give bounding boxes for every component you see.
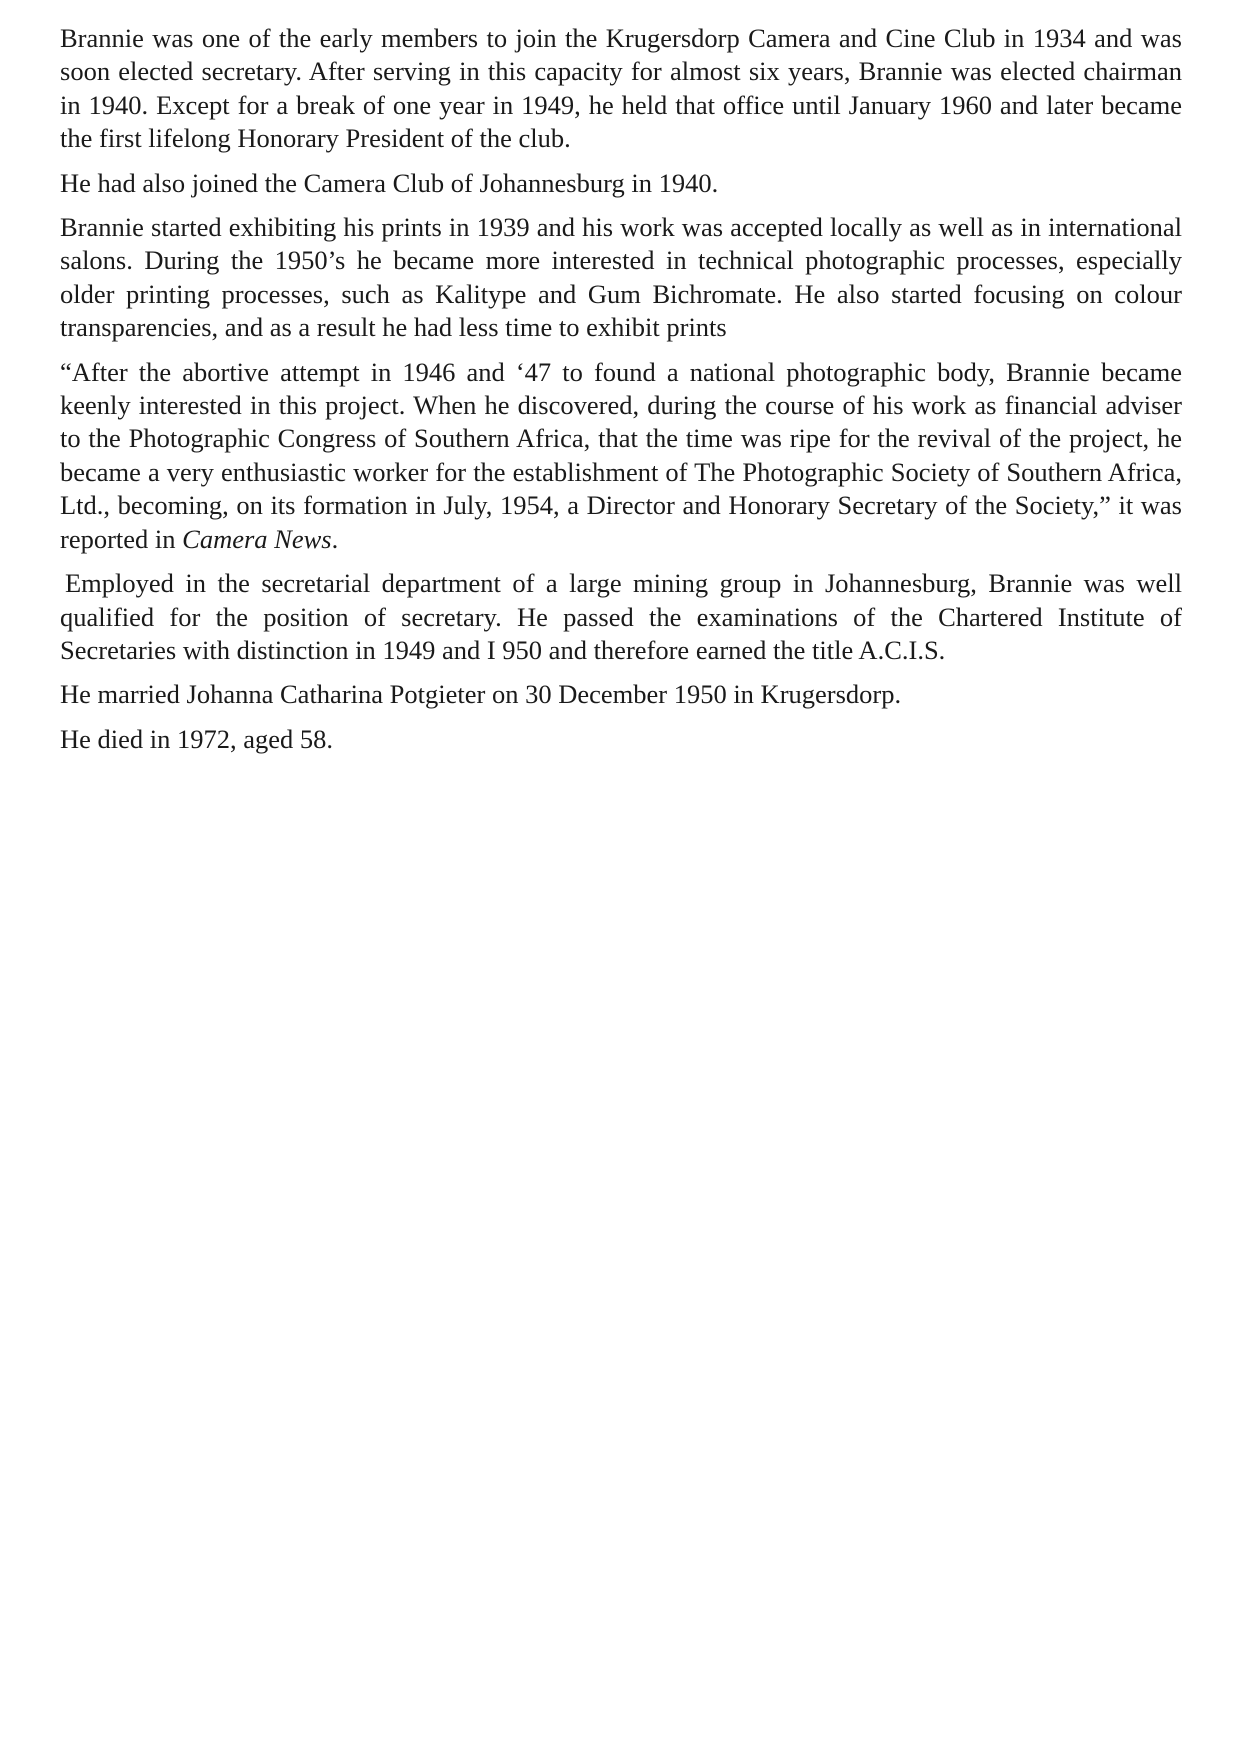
paragraph-marriage: He married Johanna Catharina Potgieter on 30 December 1950 in Krugersdorp.: [60, 679, 902, 710]
paragraph-national-society: [60, 356, 1182, 556]
camera-news-citation: Camera News: [182, 523, 332, 554]
paragraph-johannesburg-club: He had also joined the Camera Club of Johannesburg in 1940.: [60, 167, 719, 198]
paragraph-employment: Employed in the secretarial department of a large mining group in Johannesburg, Brannie was well qualified for the position of secretary. He passed the examinations of the Chartered Institute of Secretaries with distinction in 1949 and I 950 and therefore earned the title A.C.I.S.: [60, 568, 1182, 665]
document-page: [60, 22, 1182, 767]
paragraph-exhibiting: Brannie started exhibiting his prints in 1939 and his work was accepted locally as well as in international salons. During the 1950’s he became more interested in technical photographic processes, especially older printing processes, such as Kalitype and Gum Bichromate. He also started focusing on colour transparencies, and as a result he had less time to exhibit prints: [60, 212, 1182, 343]
society-quote-end: .: [331, 523, 339, 554]
society-quote-text: “After the abortive attempt in 1946 and ‘47 to found a national photographic body, Brannie became keenly interested in this project. When he discovered, during the course of his work as financial adviser to the Photographic Congress of Southern Africa, that the time was ripe for the revival of the project, he became a very enthusiastic worker for the establishment of The Photographic Society of Southern Africa, Ltd., becoming, on its formation in July, 1954, a Director and Honorary Secretary of the Society,” it was reported in: [60, 356, 1182, 554]
paragraph-club-membership: Brannie was one of the early members to join the Krugersdorp Camera and Cine Club in 1934 and was soon elected secretary. After serving in this capacity for almost six years, Brannie was elected chairman in 1940. Except for a break of one year in 1949, he held that office until January 1960 and later became the first lifelong Honorary President of the club.: [60, 23, 1182, 154]
paragraph-death: He died in 1972, aged 58.: [60, 723, 334, 754]
